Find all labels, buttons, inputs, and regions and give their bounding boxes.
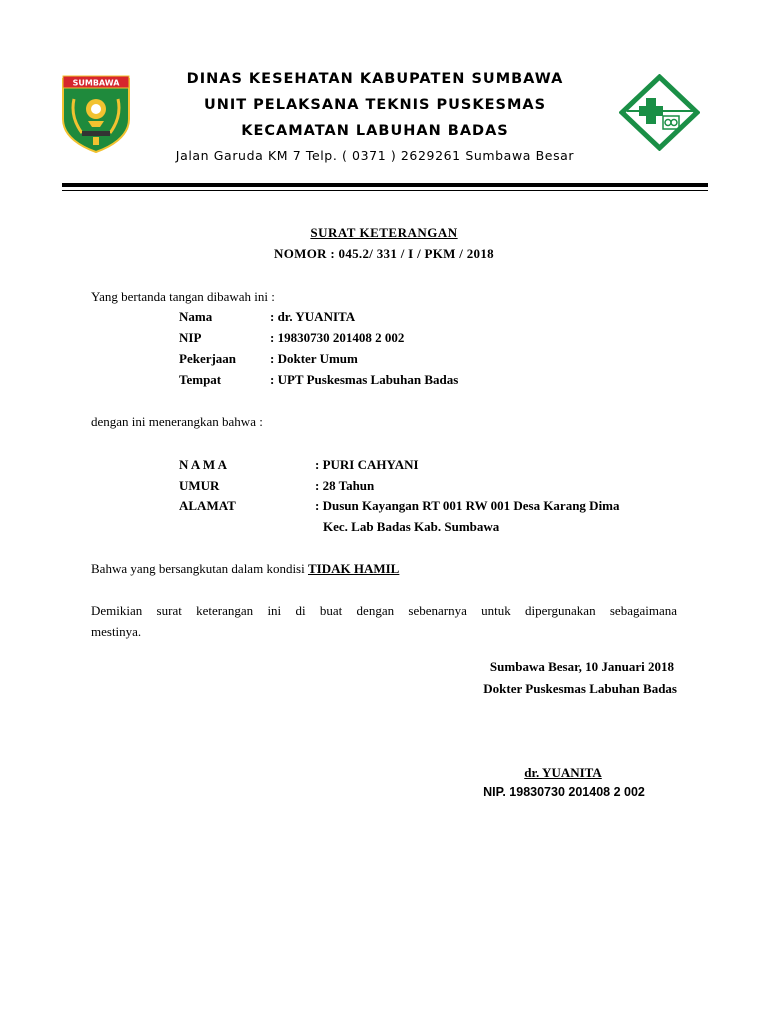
field-value-tempat: : UPT Puskesmas Labuhan Badas — [270, 372, 459, 387]
subject-label-alamat: ALAMAT — [179, 498, 236, 513]
field-label-nip: NIP — [179, 330, 202, 345]
field-value-nip: : 19830730 201408 2 002 — [270, 330, 405, 345]
letterhead-unit: UNIT PELAKSANA TEKNIS PUSKESMAS — [203, 97, 547, 113]
signer-position: Dokter Puskesmas Labuhan Badas — [483, 681, 677, 696]
signer-nip: NIP. 19830730 201408 2 002 — [483, 785, 645, 799]
condition-status: TIDAK HAMIL — [307, 561, 400, 576]
place-date: Sumbawa Besar, 10 Januari 2018 — [489, 659, 674, 674]
condition-statement — [91, 561, 399, 577]
subject-address-continuation: Kec. Lab Badas Kab. Sumbawa — [323, 519, 500, 534]
closing-line-1: Demikian surat keterangan ini di buat dengan sebenarnya untuk dipergunakan sebagaimana — [91, 603, 677, 618]
header-rule-thick — [62, 183, 708, 187]
subject-value-umur: : 28 Tahun — [315, 478, 375, 493]
letterhead-district: KECAMATAN LABUHAN BADAS — [241, 123, 509, 139]
letterhead-agency: DINAS KESEHATAN KABUPATEN SUMBAWA — [186, 71, 564, 87]
closing-line-2: mestinya. — [91, 624, 142, 639]
sumbawa-regency-logo — [60, 73, 132, 153]
subject-label-nama: N A M A — [179, 457, 228, 472]
field-label-pekerjaan: Pekerjaan — [179, 351, 237, 366]
field-value-pekerjaan: : Dokter Umum — [270, 351, 358, 366]
svg-text:SUMBAWA: SUMBAWA — [72, 78, 120, 88]
field-value-nama: : dr. YUANITA — [270, 309, 356, 324]
letterhead-address: Jalan Garuda KM 7 Telp. ( 0371 ) 2629261 Sumbawa Besar — [175, 148, 575, 163]
signer-name: dr. YUANITA — [524, 765, 602, 780]
puskesmas-logo — [619, 74, 700, 151]
field-label-tempat: Tempat — [179, 372, 222, 387]
intro-text: Yang bertanda tangan dibawah ini : — [91, 289, 275, 304]
subject-label-umur: UMUR — [179, 478, 220, 493]
field-label-nama: Nama — [179, 309, 213, 324]
condition-prefix: Bahwa yang bersangkutan dalam kondisi — [91, 561, 308, 576]
statement-intro: dengan ini menerangkan bahwa : — [91, 414, 263, 429]
document-title: SURAT KETERANGAN — [310, 225, 458, 240]
document-number: NOMOR : 045.2/ 331 / I / PKM / 2018 — [274, 246, 494, 261]
subject-value-nama: : PURI CAHYANI — [315, 457, 419, 472]
header-rule-thin — [62, 190, 708, 191]
subject-value-alamat: : Dusun Kayangan RT 001 RW 001 Desa Karang Dima — [315, 498, 620, 513]
